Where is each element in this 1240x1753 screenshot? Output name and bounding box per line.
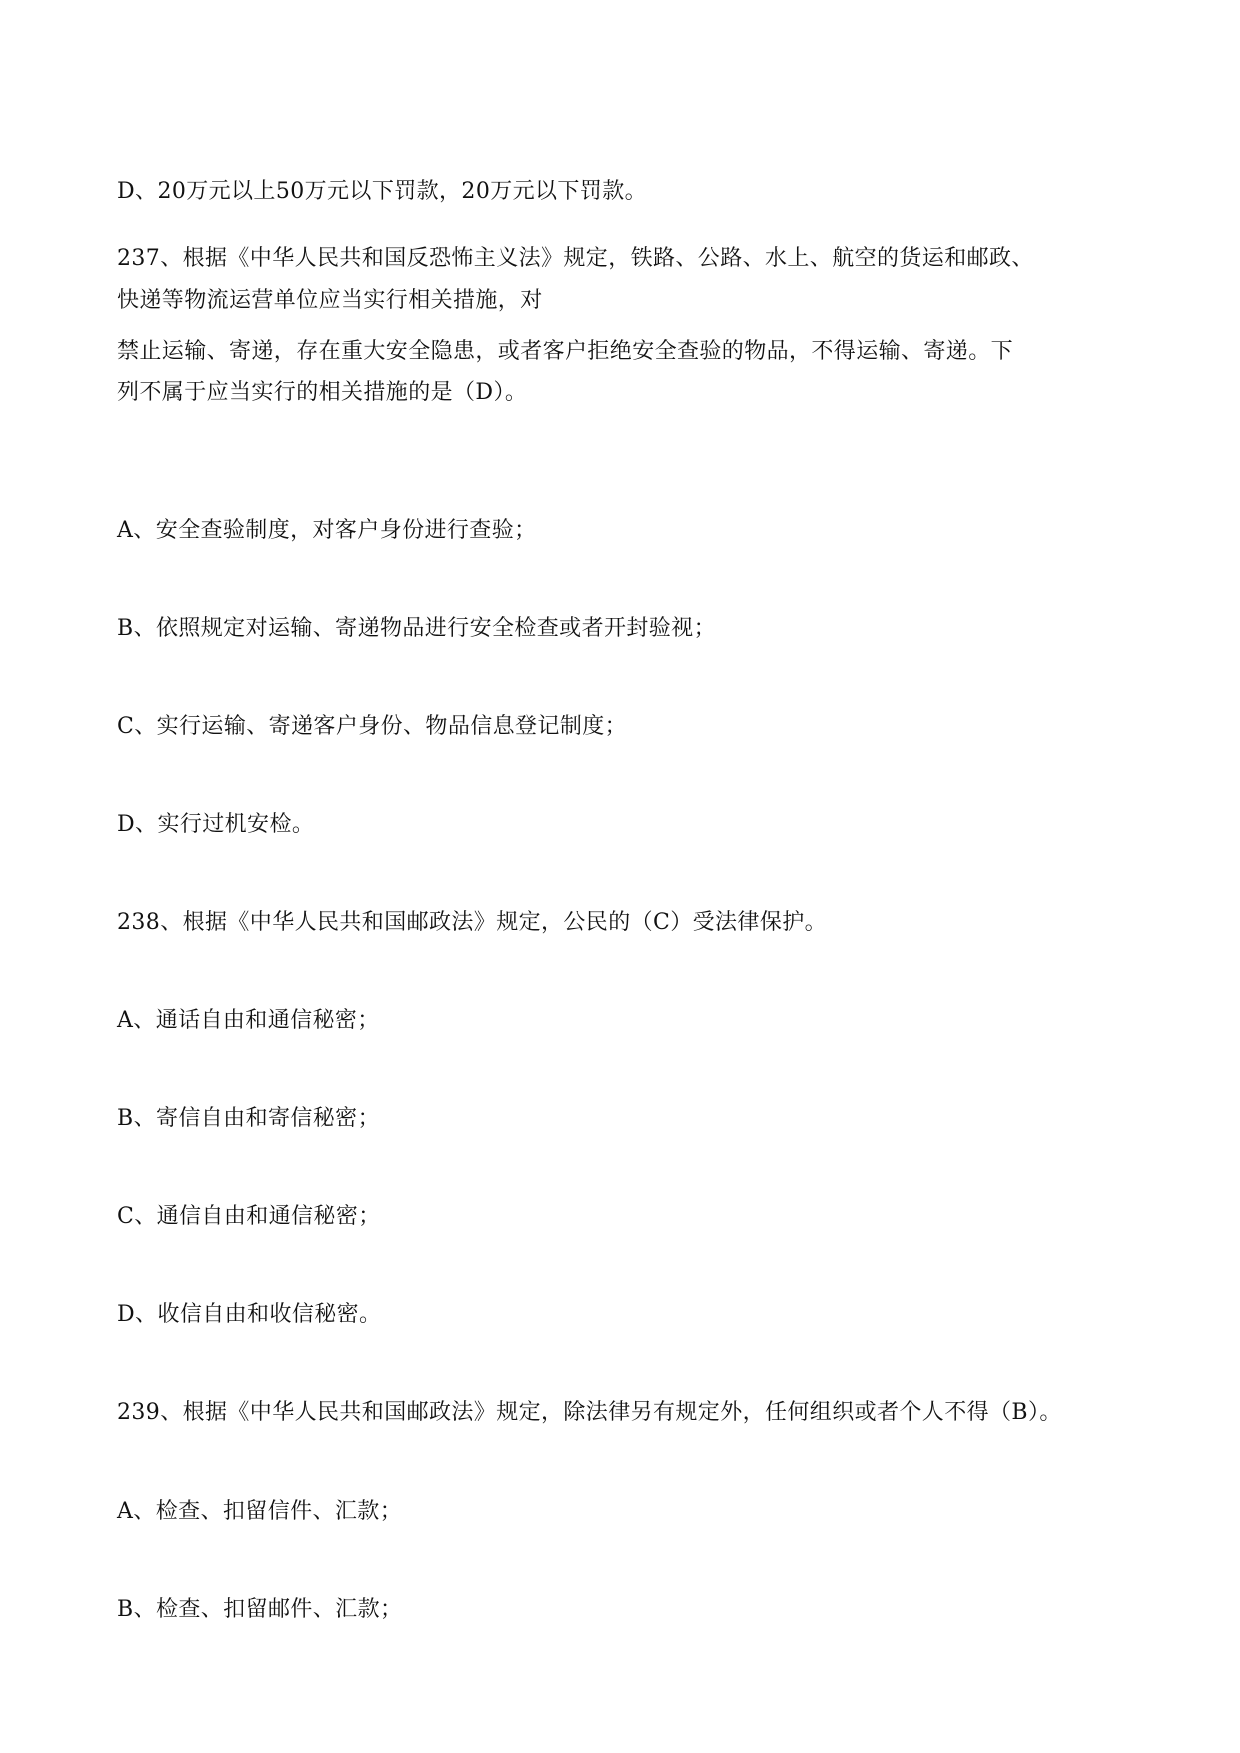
option-d-236: D、20万元以上50万元以下罚款，20万元以下罚款。: [117, 179, 648, 204]
option-b-239: B、检查、扣留邮件、汇款；: [117, 1597, 403, 1622]
option-d-237: D、实行过机安检。: [117, 812, 315, 837]
question-238: 238、根据《中华人民共和国邮政法》规定，公民的（C）受法律保护。: [117, 910, 828, 935]
option-a-238: A、通话自由和通信秘密；: [117, 1008, 380, 1033]
question-239: 239、根据《中华人民共和国邮政法》规定，除法律另有规定外，任何组织或者个人不得（B）。: [117, 1400, 1062, 1425]
option-c-237: C、实行运输、寄递客户身份、物品信息登记制度；: [117, 714, 628, 739]
option-b-237: B、依照规定对运输、寄递物品进行安全检查或者开封验视；: [117, 616, 716, 641]
option-a-239: A、检查、扣留信件、汇款；: [117, 1499, 403, 1524]
question-237-line-4: 列不属于应当实行的相关措施的是（D）。: [117, 380, 528, 405]
option-b-238: B、寄信自由和寄信秘密；: [117, 1106, 380, 1131]
option-a-237: A、安全查验制度，对客户身份进行查验；: [117, 518, 537, 543]
option-c-238: C、通信自由和通信秘密；: [117, 1204, 381, 1229]
question-237-line-1: 237、根据《中华人民共和国反恐怖主义法》规定，铁路、公路、水上、航空的货运和邮政、: [117, 246, 1034, 271]
question-237-line-3: 禁止运输、寄递，存在重大安全隐患，或者客户拒绝安全查验的物品，不得运输、寄递。下: [117, 339, 1014, 364]
question-237-line-2: 快递等物流运营单位应当实行相关措施，对: [117, 288, 543, 313]
option-d-238: D、收信自由和收信秘密。: [117, 1302, 382, 1327]
